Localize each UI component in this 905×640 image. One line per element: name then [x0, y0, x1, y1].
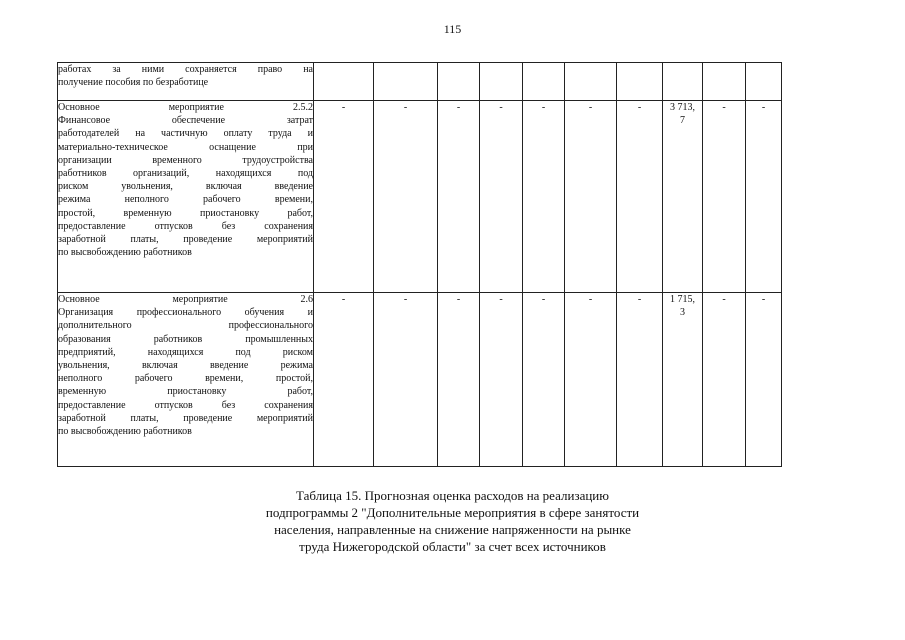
description-line: предприятий, находящихся под риском	[58, 346, 313, 358]
description-line: неполного рабочего времени, простой,	[58, 373, 313, 385]
value-cell	[617, 63, 663, 101]
description-line: простой, временную приостановку работ,	[58, 207, 313, 219]
value-cell: -	[314, 293, 374, 467]
description-line: режима неполного рабочего времени,	[58, 194, 313, 206]
description-line: Организация профессионального обучения и	[58, 307, 313, 319]
description-line: работодателей на частичную оплату труда и	[58, 128, 313, 140]
description-line: получение пособия по безработице	[58, 77, 209, 89]
value-cell: -	[617, 101, 663, 293]
value-cell: -	[565, 101, 617, 293]
table-row	[58, 101, 782, 293]
description-line: заработной платы, проведение мероприятий	[58, 412, 313, 424]
value-cell	[565, 63, 617, 101]
description-line: дополнительного профессионального	[58, 320, 313, 332]
caption-line: подпрограммы 2 "Дополнительные мероприятия в сфере занятости	[265, 505, 640, 520]
budget-table	[57, 62, 782, 467]
value-cell: -	[617, 293, 663, 467]
description-line: Основное мероприятие 2.6	[58, 294, 313, 305]
value-cell: -	[523, 293, 565, 467]
value-cell: -	[480, 293, 523, 467]
description-line: заработной платы, проведение мероприятий	[58, 234, 313, 246]
caption-line: Таблица 15. Прогнозная оценка расходов на реализацию	[296, 488, 609, 503]
caption-line: труда Нижегородской области" за счет всех источников	[299, 539, 606, 554]
value-cell: -	[374, 293, 438, 467]
value-cell: -	[480, 101, 523, 293]
table-row	[58, 63, 782, 101]
value-cell: -	[523, 101, 565, 293]
description-line: увольнения, включая введение режима	[58, 360, 313, 372]
value-cell: 1 715, 3	[663, 293, 703, 467]
value-cell: -	[565, 293, 617, 467]
description-line: Основное мероприятие 2.5.2	[58, 102, 313, 113]
description-line: риском увольнения, включая введение	[58, 181, 313, 193]
value-cell: -	[746, 101, 782, 293]
page-number: 115	[443, 22, 462, 36]
description-line: по высвобождению работников	[58, 426, 192, 438]
value-cell	[480, 63, 523, 101]
table-caption	[0, 487, 905, 555]
description-line: образования работников промышленных	[58, 333, 313, 345]
row-description	[58, 101, 314, 293]
description-line: работников организаций, находящихся под	[58, 168, 313, 180]
caption-line: населения, направленные на снижение напряженности на рынке	[274, 522, 631, 537]
value-cell: -	[374, 101, 438, 293]
description-line: Финансовое обеспечение затрат	[58, 115, 313, 127]
value-cell: -	[703, 101, 746, 293]
value-cell	[746, 63, 782, 101]
value-cell: -	[703, 293, 746, 467]
value-cell	[703, 63, 746, 101]
description-line: материально-техническое оснащение при	[58, 141, 313, 153]
description-line: предоставление отпусков без сохранения	[58, 399, 313, 411]
value-cell	[523, 63, 565, 101]
table-row	[58, 293, 782, 467]
value-cell: -	[314, 101, 374, 293]
description-line: по высвобождению работников	[58, 247, 192, 259]
value-cell	[314, 63, 374, 101]
row-description	[58, 63, 314, 101]
row-description	[58, 293, 314, 467]
value-cell: -	[438, 101, 480, 293]
description-line: временную приостановку работ,	[58, 386, 313, 398]
value-cell: -	[746, 293, 782, 467]
value-cell	[438, 63, 480, 101]
description-line: предоставление отпусков без сохранения	[58, 220, 313, 232]
value-cell	[374, 63, 438, 101]
description-line: организации временного трудоустройства	[58, 154, 313, 166]
description-line: работах за ними сохраняется право на	[58, 64, 313, 75]
value-cell: 3 713, 7	[663, 101, 703, 293]
value-cell	[663, 63, 703, 101]
value-cell: -	[438, 293, 480, 467]
